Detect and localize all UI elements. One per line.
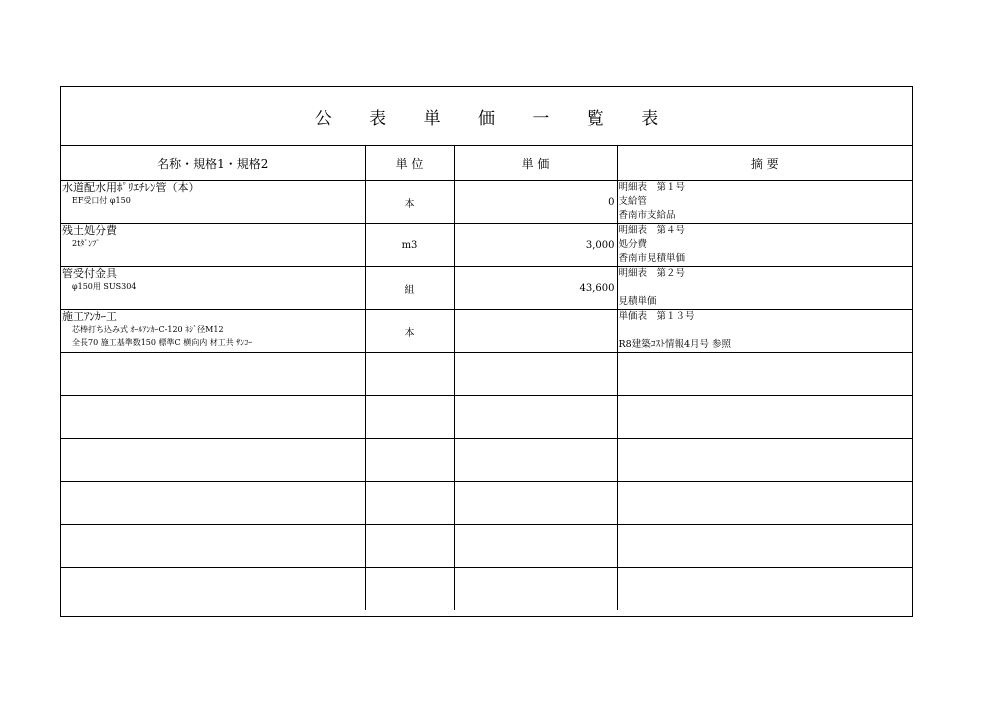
note-line3: 香南市支給品 xyxy=(618,210,676,221)
table-row xyxy=(61,353,912,396)
cell-name xyxy=(61,181,365,224)
cell-name xyxy=(61,396,365,439)
note-line2: 支給管 xyxy=(618,196,648,207)
table-row xyxy=(61,482,912,525)
note-line2: 処分費 xyxy=(618,239,648,250)
title-row xyxy=(61,87,912,146)
cell-price: 43,600 xyxy=(454,267,617,310)
cell-note xyxy=(617,224,912,267)
header-note: 摘 要 xyxy=(617,146,912,181)
cell-price: 0 xyxy=(454,181,617,224)
cell-note xyxy=(617,396,912,439)
note-line1: 明細表 第２号 xyxy=(618,268,686,279)
cell-name xyxy=(61,267,365,310)
note-line3: 香南市見積単価 xyxy=(618,253,686,264)
item-name: 施工ｱﾝｶｰ工 xyxy=(62,310,117,323)
cell-name xyxy=(61,482,365,525)
cell-name xyxy=(61,353,365,396)
note-line2 xyxy=(618,281,913,295)
note-line1: 明細表 第４号 xyxy=(618,225,686,236)
item-spec1: 2tﾀﾞﾝﾌﾟ xyxy=(72,239,101,248)
note-line1: 明細表 第１号 xyxy=(618,182,686,193)
table-row xyxy=(61,396,912,439)
note-line3: 見積単価 xyxy=(618,296,657,307)
header-name: 名称・規格1・規格2 xyxy=(61,146,365,181)
item-spec1: φ150用 SUS304 xyxy=(72,282,137,291)
cell-name xyxy=(61,224,365,267)
item-spec2 xyxy=(61,293,365,306)
page-title: 公 表 単 価 一 覧 表 xyxy=(314,108,675,129)
cell-note xyxy=(617,267,912,310)
cell-note xyxy=(617,568,912,611)
cell-price xyxy=(454,525,617,568)
header-price: 単 価 xyxy=(454,146,617,181)
cell-name xyxy=(61,439,365,482)
cell-unit: 本 xyxy=(365,181,454,224)
unit-price-sheet xyxy=(60,86,913,617)
cell-name xyxy=(61,310,365,353)
header-row xyxy=(61,146,912,181)
note-line2 xyxy=(618,324,913,338)
cell-unit: 組 xyxy=(365,267,454,310)
cell-unit xyxy=(365,482,454,525)
cell-price xyxy=(454,353,617,396)
table-row xyxy=(61,310,912,353)
table-row xyxy=(61,181,912,224)
item-spec2 xyxy=(61,207,365,220)
cell-unit xyxy=(365,525,454,568)
item-spec2: 全長70 施工基準数150 標準C 横向内 材工共 ｻﾝｺｰ xyxy=(72,338,253,347)
item-name: 残土処分費 xyxy=(62,224,117,237)
cell-price xyxy=(454,568,617,611)
cell-note xyxy=(617,310,912,353)
cell-price xyxy=(454,439,617,482)
table-row xyxy=(61,525,912,568)
cell-unit xyxy=(365,439,454,482)
item-name: 管受付金具 xyxy=(62,267,117,280)
table-row xyxy=(61,568,912,611)
note-line1: 単価表 第１３号 xyxy=(618,311,695,322)
cell-price: 3,000 xyxy=(454,224,617,267)
cell-unit: 本 xyxy=(365,310,454,353)
header-unit: 単 位 xyxy=(365,146,454,181)
item-spec1: EF受口付 φ150 xyxy=(72,196,131,205)
cell-price xyxy=(454,482,617,525)
price-table xyxy=(61,146,912,610)
note-line3: R8建築ｺｽﾄ情報4月号 参照 xyxy=(618,339,732,350)
cell-note xyxy=(617,181,912,224)
item-spec1: 芯棒打ち込み式 ｵｰﾙｱﾝｶｰC-120 ﾈｼﾞ径M12 xyxy=(72,325,224,334)
cell-unit xyxy=(365,396,454,439)
cell-note xyxy=(617,482,912,525)
item-name: 水道配水用ﾎﾟﾘｴﾁﾚﾝ管（本） xyxy=(62,181,200,194)
table-row xyxy=(61,439,912,482)
cell-name xyxy=(61,568,365,611)
cell-name xyxy=(61,525,365,568)
cell-price xyxy=(454,396,617,439)
cell-unit xyxy=(365,568,454,611)
cell-note xyxy=(617,525,912,568)
item-spec2 xyxy=(61,250,365,263)
cell-price xyxy=(454,310,617,353)
cell-unit: m3 xyxy=(365,224,454,267)
cell-unit xyxy=(365,353,454,396)
cell-note xyxy=(617,353,912,396)
table-row xyxy=(61,224,912,267)
table-row xyxy=(61,267,912,310)
cell-note xyxy=(617,439,912,482)
